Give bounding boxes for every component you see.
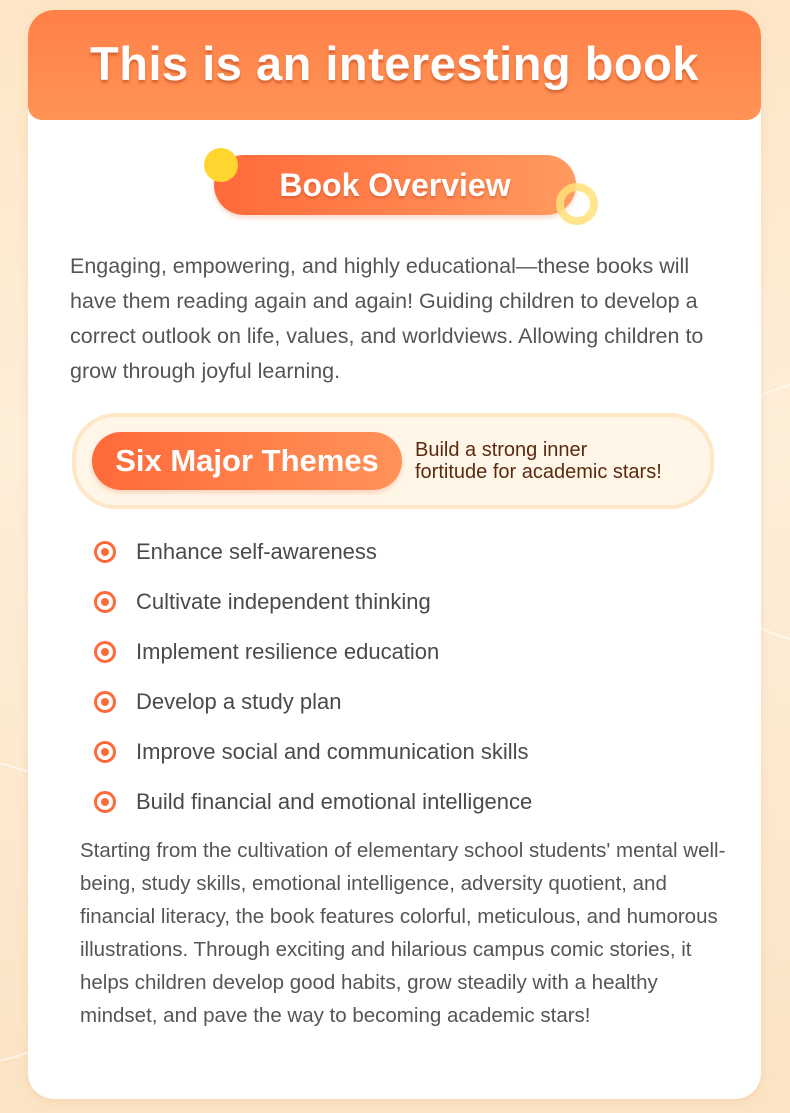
bullet-circle-icon	[94, 741, 116, 763]
bullet-circle-icon	[94, 641, 116, 663]
list-item	[94, 777, 734, 827]
header-banner	[28, 10, 761, 120]
overview-paragraph: Engaging, empowering, and highly educational—these books will have them reading again and again! Guiding children to develop a correct outlook on life, values, and worldviews. Allowing children to grow through joyful learning.	[70, 254, 704, 383]
book-overview-label: Book Overview	[279, 166, 511, 203]
list-item	[94, 577, 734, 627]
decorative-ring-icon	[556, 183, 598, 225]
theme-text: Implement resilience education	[136, 639, 440, 664]
decorative-dot-icon	[204, 148, 238, 182]
list-item	[94, 627, 734, 677]
closing-paragraph: Starting from the cultivation of elementary school students' mental well-being, study skills, emotional intelligence, adversity quotient, and financial literacy, the book features colorful, meticulous, and humorous illustrations. Through exciting and hilarious campus comic stories, it helps children develop good habits, grow steadily with a healthy mindset, and pave the way to becoming academic stars!	[80, 839, 726, 1027]
content-card	[28, 10, 761, 1099]
theme-text: Cultivate independent thinking	[136, 589, 431, 614]
theme-list	[94, 527, 734, 827]
six-themes-subtitle	[415, 439, 715, 483]
theme-text: Improve social and communication skills	[136, 739, 529, 764]
theme-text: Build financial and emotional intelligence	[136, 789, 533, 814]
bullet-circle-icon	[94, 791, 116, 813]
six-themes-banner	[72, 413, 714, 509]
theme-text: Enhance self-awareness	[136, 539, 377, 564]
six-themes-subtitle-line1: Build a strong inner	[415, 439, 588, 461]
six-themes-pill	[92, 432, 402, 490]
book-overview-badge	[204, 148, 604, 238]
six-themes-subtitle-line2: fortitude for academic stars!	[415, 461, 662, 483]
book-overview-pill	[214, 155, 576, 215]
bullet-circle-icon	[94, 591, 116, 613]
bullet-circle-icon	[94, 541, 116, 563]
theme-text: Develop a study plan	[136, 689, 342, 714]
bullet-circle-icon	[94, 691, 116, 713]
page-title: This is an interesting book	[90, 36, 699, 90]
list-item	[94, 527, 734, 577]
list-item	[94, 677, 734, 727]
six-themes-label: Six Major Themes	[115, 443, 379, 478]
list-item	[94, 727, 734, 777]
